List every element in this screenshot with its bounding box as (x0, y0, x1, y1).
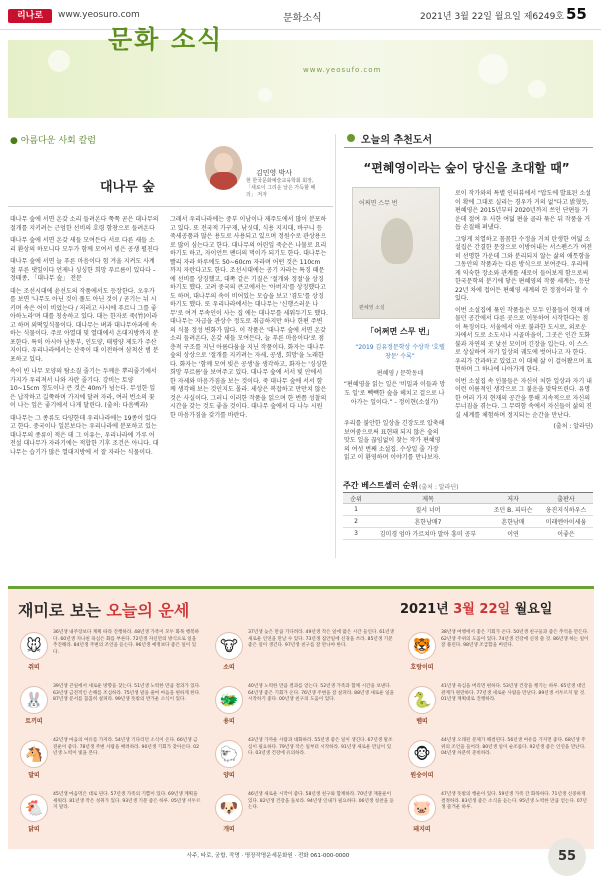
publisher-cell: 이좋은 (539, 528, 593, 540)
rabbit-icon: 🐰 (20, 686, 48, 714)
author-bio: 현 한국문화예술교육학회 회장, 「새로이 그리운 날은 가득할 때의」 저자 (246, 178, 316, 198)
fortune-footer: 사주, 타로, 궁합, 작명 · 명장작명운세문화원 · 전화 061-000-0000 (186, 853, 350, 859)
tiger-icon: 🐯 (408, 632, 436, 660)
dragon-icon: 🐲 (215, 686, 243, 714)
monkey-icon: 🐵 (408, 740, 436, 768)
book-section-heading: 오늘의 추천도서 (361, 135, 433, 146)
sheep-icon: 🐑 (215, 740, 243, 768)
book-cover[interactable] (352, 187, 440, 319)
book-text-left: 우리를 불안한 일상을 긴장도로 압축해 보여줌으로써 표현돼 되지 않은 숲의 맛도 일을 끊임없이 찾는 작가 편혜영의 여섯 번째 소설집. 수상일 줄 가장 읽고 이 환영하며 이야기를 만나보자. (344, 420, 445, 461)
rat-icon: 🐭 (20, 632, 48, 660)
zodiac-horse[interactable]: 🐴 말띠 42년생 마음의 여유를 가져라. 54년생 기다리던 소식이 온다. 66년생 금전운이 좋다. 78년생 주변 사람을 배려하라. 90년생 기회가 찾아온다. 02년생 노력이 빛을 본다. (20, 736, 200, 792)
zodiac-dog[interactable]: 🐶 개띠 46년생 새로운 시작이 좋다. 58년생 친구와 함께하라. 70년생 재물운이 있다. 82년생 건강을 돌보라. 94년생 인내가 필요하다. 06년생 칭찬을 듣는다. (215, 790, 395, 846)
cover-author: 편혜영 소설 (359, 305, 385, 311)
column-title: 대나무 숲 (100, 180, 155, 195)
bestseller-source: (출처 : 알라딘) (419, 484, 459, 491)
column-divider (8, 206, 333, 207)
column-text-left (10, 216, 160, 461)
zodiac-ox[interactable]: 🐮 소띠 37년생 늦은 만큼 기다려라. 49년생 작은 일에 많은 시간 들인다. 61년생 새로운 인연을 만날 수 있다. 73년생 집안일에 신경을 쓰라. 85년생 기분 좋은 일이 생긴다. 97년생 친구를 잘 만나야 한다. (215, 628, 395, 684)
page-number-top: 55 (566, 5, 587, 23)
title-cell: 질서 너머 (369, 504, 487, 516)
book-source: (출처 : 알라딘) (553, 423, 593, 430)
poem-stanza-2: 대나무 숲에 서면 온갖 새들 모여든다 서로 다른 새들 소리 환상의 하모니다 모두가 함께 모여서 빚은 공생 펼친다 (10, 237, 159, 253)
dog-icon: 🐶 (215, 794, 243, 822)
book-excerpt: “편혜영을 읽는 일은 '비밀과 이들과 망도 일'로 빽빽한 숲을 헤치고 걸으로 나아가는 일이다.” - 정이현(소설가) (343, 381, 446, 406)
author-cell: 흔한남매 (487, 516, 539, 528)
column-kicker: ● 아름다운 사회 칼럼 (10, 136, 96, 146)
title-cell: 흔한남매7 (369, 516, 487, 528)
snake-icon: 🐍 (408, 686, 436, 714)
fortune-title: 재미로 보는 오늘의 운세 (18, 601, 190, 620)
zodiac-rat[interactable]: 🐭 쥐띠 36년생 내주장보다 계획 따라 진행하라. 48년생 가족이 모두 화목 행복하다. 60년생 지나친 욕심은 화를 부른다. 72년생 자신만의 방식으로 일을 추진해라. 84년생 주변의 조언을 듣는다. 96년생 예정보다 좋은 일이 있다. (20, 628, 200, 684)
header-publisher: 출판사 (539, 493, 593, 504)
author-name: 김민영 박사 (256, 169, 293, 177)
cover-title: 어쩌면 스무 번 (359, 200, 398, 207)
header-title: 제목 (369, 493, 487, 504)
poem-stanza-3: 대나무 숲에 서면 늘 푸른 마음이다 험 겨울 지켜도 사계절 푸른 댓잎이다 언제나 싱싱한 희망 푸르름이 있다다 – 정태종, 「대나무 숲」 전문 (10, 258, 156, 282)
zodiac-snake[interactable]: 🐍 뱀띠 41년생 욕심을 버리면 편하다. 53년생 건강을 챙기는 하루. 65년생 대인관계가 원만하다. 77년생 새로운 사람을 만난다. 89년생 서두르지 말 것. 01년생 계획대로 진행하라. (408, 682, 588, 738)
table-row[interactable] (343, 516, 593, 528)
ox-icon: 🐮 (215, 632, 243, 660)
section-name: 문화소식 (283, 13, 322, 24)
book-heading-rule (344, 147, 593, 148)
book-paragraph: 그렇게 치열하고 꼼꼼한 수정을 거쳐 탄생한 여덟 소설집은 간결한 문장으로 이방어내는 서스펜스가 여전히 선명한 가운데 그와 분리되지 않는 삶의 애틋함을 그동안의 작품과는 다른 방식으로 보여준다. 우리에게 익숙한 장소와 관계를 새로이 들어보게 함으로써 한국문학의 분기에 닿은 편혜영의 작품 세계는, 등단 22년 차에 접어든 편혜영 세계의 한 정점이라 할 수 있다. (455, 235, 593, 302)
author-cell: 이연 (487, 528, 539, 540)
page-number-bottom: 55 (548, 838, 586, 876)
rooster-icon: 🐔 (20, 794, 48, 822)
zodiac-pig[interactable]: 🐷 돼지띠 47년생 뜻밖의 행운이 있다. 59년생 가족 간 화목하다. 71년생 신중하게 결정하라. 83년생 좋은 소식을 듣는다. 95년생 노력한 만큼 얻는다. 07년생 즐거운 하루. (408, 790, 588, 846)
vertical-divider (335, 134, 336, 558)
bestseller-table (343, 492, 593, 540)
column-paragraph: 속이 빈 나무 모양의 탐소질 줄기는 두께운 뿌리줄기에서 가지가 우리져서 나와 자란 줄기다. 강비는 토양 10~15cm 정도이나 큰 것은 40m가 넘는다. 무성한 잎은 납작하고 길쭉하며 가지에 달려 자라, 여러 번소의 꽃이 나는 잎은 좋기에서 나게 달린다. (출처: 다음백과) (10, 368, 157, 409)
banner-title: 문화 소식 (108, 25, 224, 54)
zodiac-sheep[interactable]: 🐑 양띠 43년생 가까운 사람과 대화하라. 55년생 좋은 일이 생긴다. 67년생 말조심이 필요하다. 79년생 작은 일부터 시작하라. 91년생 새로운 만남이 있다. 03년생 건강에 유의하라. (215, 736, 395, 792)
bestseller-title: 주간 베스트셀러 순위 (343, 481, 419, 490)
book-headline-quote: “편혜영이라는 숲이 당신을 초대할 때” (363, 161, 570, 175)
author-photo (205, 146, 242, 190)
zodiac-dragon[interactable]: 🐲 용띠 40년생 노력한 만큼 결과를 얻는다. 52년생 가족과 함께 시간을 보낸다. 64년생 좋은 기회가 온다. 76년생 주변을 잘 살펴라. 88년생 새로운 일을 시작하기 좋다. 00년생 친구의 도움이 있다. (215, 682, 395, 738)
header-rank: 순위 (343, 493, 369, 504)
fortune-date: 2021년 3월 22일 월요일 (400, 602, 553, 617)
rank-cell: 3 (343, 528, 369, 540)
book-text-right (455, 190, 593, 435)
poem-stanza-1: 대나무 숲에 서면 온갖 소리 들려온다 쭉쭉 곧은 대나무의 절개를 지키려는 근엄한 선비의 호령 함창으로 들려온다 (10, 216, 159, 232)
zodiac-rabbit[interactable]: 🐰 토끼띠 39년생 큰일에서 새로운 방향을 찾는다. 51년생 노력한 만큼 결과가 있다. 63년생 금전적인 손해를 조심하라. 75년생 말을 줄여 마음을 편하게 한다. 87년생 문서를 꼼꼼히 살펴라. 99년생 뜻밖의 반가운 소식이 있다. (20, 682, 200, 738)
header-author: 저자 (487, 493, 539, 504)
newspaper-logo[interactable]: 리나로 (8, 9, 52, 23)
table-header-row (343, 493, 593, 504)
banner-site: www.yeosufo.com (303, 66, 382, 74)
rank-cell: 1 (343, 504, 369, 516)
pig-icon: 🐷 (408, 794, 436, 822)
table-row[interactable] (343, 504, 593, 516)
author-cell: 조던 B. 피터슨 (487, 504, 539, 516)
book-paragraph: 로이 작가와의 특별 인터뷰에서 "압도에 발표된 소설이 확에 그대로 실리는 경우가 거의 없"다고 밝혔듯, 편혜영은 2015년부터 2020년까지 쓰인 단편들 가운데 절여 우 사한 여덟 편을 골라 묶은 뒤 작품을 거듭 손질해 펴냈다. (455, 190, 591, 231)
column-paragraph: 대나무는 그 종류도 다양한데 우리나라에는 19종이 있다고 한다. 중국이나 일본보다는 우리나라에 분포하고 있는 대나무의 종류이 적은 데 그 이유는, 우리나라에 가루 어전설 대나무가 자라기에는 적합한 기후 조건은 아니다. 대나무는 습기가 많은 열대지방에 서 잘 자라는 식물이다. (10, 414, 159, 456)
book-title: 「어쩌면 스무 번」 (366, 327, 434, 336)
issue-date: 2021년 3월 22일 월요일 제6249호 (420, 12, 564, 22)
book-paragraph: 이번 소설집에 묶인 작품들은 모두 인물들이 현재 머물던 공간에서 다른 곳으로 이동하여 시작한다는 점이 특징이다. 서울에서 아로 불과한 도시로, 외로운 자에서 도로 소도시나 시골마을이, 그곳은 인간 도화불과 자연의 곳 낯선 모이며 긴장을 입는다. 이 스스로 상실하여 자기 일상의 궤도에 벗어나고 자 한다. 우리가 간과하고 있었고 이 대체 삶 이 걸어봤으며 표현하며 그 하나에 나아가게 한다. (455, 306, 592, 373)
column-paragraph: 대는 조선시대에 윤선도의 작품에서도 등장한다. 오우가를 보면 '나무도 아닌 것이 풀도 아닌 것이 / 곧기는 뉘 시키며 속은 어이 비었는다 / 저러고 사시에 푸르니 그를 좋아하노라'며 대를 칭송하고 있다. 대는 한자로 죽(竹)이라고 하며 외떡잎식물이다. 대나무는 벼과 대나무아과에 속하는 식물이다. 주로 아열대 및 열대에서 온대지방까지 분포한다. 특히 아시아 남동부, 인도양, 태평양 제도가 주산지이다. 우리나라에서는 산죽이 대 이전하여 삼척산 범 분포하고 있다. (10, 287, 159, 363)
column-text-right: 그래서 우리나라에는 중부 이남이나 제주도에서 많이 분포하고 있다. 또 전국적 가구재, 낚싯대, 식용 지지대, 바구니 등 죽세공품과 많은 용도로 사용되고 있으며 정원수로 관상용으로 많이 심는다고 한다. 대나무의 어린잎 죽순은 나물로 요리하기도 하고, 자이언트 팬더의 먹이가 되기도 한다. 대나무는 빨리 자라 하루에도 50~60cm 자라며 어떤 것은 110cm 까지 자란다고도 한다. 조선시대에는 공기 자라는 특징 때문에 선비를 상징했고, 대쪽 같은 기질은 '절개와 정절'을 상징하기도 했다. 고려 중국의 큰고에서는 '아버지'를 상징했다고도 하며, 대나무의 속이 비어있는 모습을 보고 '겸도'를 상징하기도 했다. 또 우리나라에서는 대나무는 '신행스러운 나무'로 여겨 무속인이 사는 집 에는 대나무를 세워두기도 했다. 대나무는 자급을 관상수 정도로 취급하지만 하나 한편 주변의 식물 정성 변화가 많다. 이 작품은 '대나무 숲에 서면 온갖 소리 들려온다, 온갖 새들 모여든다, 늘 푸른 마음이다'로 점층적 구조를 지닌 아름다움을 지닌 작품이다. 화자는 대나무 숲의 상상으로 '절개를 지키려는 자세, 공생, 희망'을 노래한다. 화자는 '함께 모여 빚은 공생'을 생각하고, 화자는 '싱싱한 희망 푸르름'을 보여주고 있다. 대나무 숲에 서서 빛 안에서 한 자세와 마음가짐을 보는 것이다. 죽 대나무 숲에 서서 함께 생각해 보는 것인지도 몰라. 세상은 복잡하고 만만치 않은 것은 사실이다. 그러니 이러한 작품을 읽으며 한 번쯤 성찰의 시간을 갖는 것도 좋을 것이다. 대나무 숲에서 다 나누 시원한 마음가짐을 갖기를 바란다. (170, 216, 328, 419)
publisher-cell: 웅진지식하우스 (539, 504, 593, 516)
publisher-cell: 미래엔아이세움 (539, 516, 593, 528)
cover-tree-illustration (381, 218, 413, 264)
rank-cell: 2 (343, 516, 369, 528)
site-url[interactable]: www.yeosuro.com (58, 10, 140, 20)
book-heading-bullet-icon (347, 134, 355, 142)
zodiac-monkey[interactable]: 🐵 원숭이띠 44년생 오래된 문제가 해결된다. 56년생 여유를 가지면 좋다. 68년생 주위의 조언을 들어라. 80년생 일이 순조롭다. 92년생 좋은 인연을 만난다. 04년생 차분히 준비하라. (408, 736, 588, 792)
horse-icon: 🐴 (20, 740, 48, 768)
title-cell: 김미경 엄마 가르치마 말아 흥미 공부 (369, 528, 487, 540)
zodiac-rooster[interactable]: 🐔 닭띠 45년생 마음먹은 대로 된다. 57년생 가족의 기쁨이 있다. 69년생 계획을 세워라. 81년생 작은 성취가 있다. 93년생 기분 좋은 하루. 05년생 서두르지 말라. (20, 790, 200, 846)
book-paragraph: 이번 소설집 속 인물들은 자신이 처한 일상과 자기 내 이런 이름적인 생각으로 그 불운을 맞닥뜨린다. 유명한 여러 가지 현재의 공간을 통해 지속적으로 자신의 무너짐을 겪는다. 그 무력함 속에서 자신들이 삶의 진실 세계를 체험하며 정지되는 순간을 만난다. (455, 377, 592, 419)
book-publisher: 편혜영 / 문학동네 (376, 370, 424, 377)
zodiac-tiger[interactable]: 🐯 호랑이띠 38년생 여행에서 좋은 기회가 온다. 50년생 친구들과 좋은 추억을 만든다. 62년생 주위의 도움이 있다. 74년생 건강에 신경 쓸 것. 86년생 하는 일이 잘 풀린다. 98년생 조급함을 버린다. (408, 628, 588, 684)
table-row[interactable] (343, 528, 593, 540)
section-banner (8, 40, 593, 118)
book-award: “2019 김유정문학상 수상작 '호텔 창문' 수록” (355, 344, 445, 360)
